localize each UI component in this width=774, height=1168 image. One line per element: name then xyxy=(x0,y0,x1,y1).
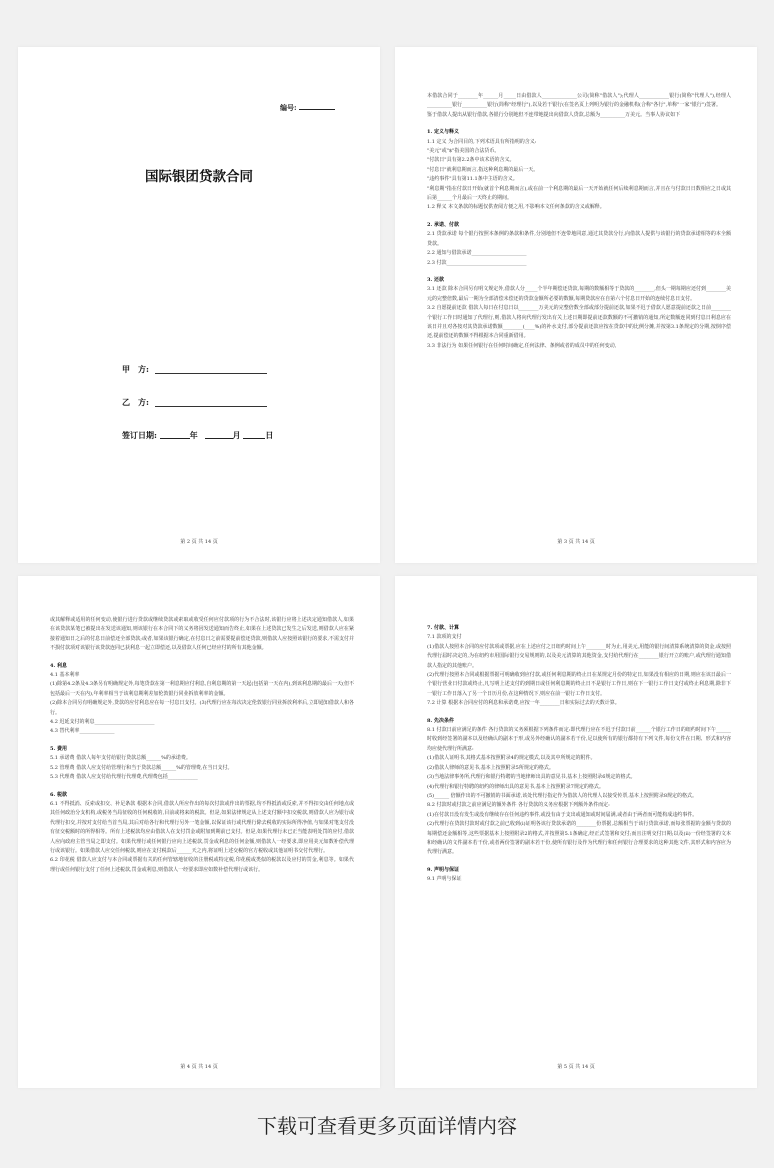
document-page-4 xyxy=(18,576,380,1088)
document-title: 国际银团贷款合同 xyxy=(145,169,253,185)
month-label: 月 xyxy=(232,430,241,440)
paragraph: (1)借款人按照本合同的应付款项或票据,应在上述应付之日纽约时间上午________时为止,用美元,用能的银行间清算系统清算的资金,或按照代理行届时决定的,为在纽约市用国际银行交易规则的,以及美元清算的其他资金,支付给代理行在________银行开立的账户,或代理行通知借款人指定的其他账户。 xyxy=(427,643,731,669)
paragraph: 2.2 通知与借款承诺______________________ xyxy=(427,250,527,257)
party-b-label: 乙 方: xyxy=(122,397,149,407)
year-blank xyxy=(160,438,190,439)
paragraph: "违约事件"具有第11.1条中主语的含义。 xyxy=(427,176,518,183)
section-heading: 7. 付款、计算 xyxy=(427,625,459,631)
paragraph: "付款日"具有第2.2条中该术语的含义。 xyxy=(427,157,515,164)
signing-date-field xyxy=(122,430,273,441)
page-footer: 第 4 页 共 14 页 xyxy=(180,1064,218,1070)
party-a-blank xyxy=(155,373,267,374)
party-b-field xyxy=(122,397,267,408)
section-heading: 9. 声明与保证 xyxy=(427,866,459,873)
page-body xyxy=(427,92,731,351)
paragraph: (2)代理行按照本合同或根据票据可明确收到应付款,或任何利息期的终止日在某规定月份的特定日,如果没有相应的日期,则应在该日最后一个银行营业日付款或终止,凡写明上述支付的到期日或任何利息期的终止日不是银行工作日,则在下一银行工作日支付或终止利息期,除非下一银行工作日落入了另一个日历月份,在这种情况下,则应在前一银行工作日支付。 xyxy=(427,672,731,697)
page-footer: 第 3 页 共 14 页 xyxy=(557,539,595,545)
month-blank xyxy=(205,438,233,439)
paragraph: (1)在付款日没有发生或没有继续存在任何违约事件,或没有由于支出或通知或时间届满,或者由于两者而可能构成违约事件。 xyxy=(427,811,698,818)
paragraph: "付息日"就利息期而言,指这种利息期的最后一天。 xyxy=(427,166,539,173)
paragraph: 1.1 定义 为合同目的,下列术语具有所指明的含义: xyxy=(427,138,537,145)
paragraph: 2.3 付款________________________________ xyxy=(427,259,527,266)
paragraph: 1.2 释义 本文条款的标题仅供查阅方便之用,不影响本文任何条款的含义或解释。 xyxy=(427,204,605,211)
paragraph: (4)代理行和银行特聘的纽约的律师出具的意见书,基本上按照附录7规定的格式。 xyxy=(427,783,604,790)
paragraph: 9.1 声明与保证 xyxy=(427,876,462,883)
paragraph: 7.2 计算 根据本合同应付的利息和承诺费,应按一年________日和实际过去的天数计算。 xyxy=(427,700,620,707)
paragraph: 3.1 还款 除本合同另有明文规定外,借款人分_____个半年期偿还贷款,每期的数额相等于贷款的________,但头一期每期应还付到________美元的完整倍数,最后一期为全部清偿未偿还的贷款金额所必要的数额,每期贷款应在自第六个付息日开始的连续付息日支付。 xyxy=(427,286,731,302)
contract-number-blank xyxy=(299,109,335,110)
paragraph: (5)______ 倍额作出的不可撤销的书面承诺,该处代理行指定作为借款人的代理人以接受传票,基本上按照附录8规定的格式。 xyxy=(427,792,698,799)
paragraph: "利息期"指在付款日开始(就首个利息期而言),或在前一个利息期的最后一天开始就任何后续利息期而言,并且在与付款日日数相应之日或其后第______个月最后一天终止的期间。 xyxy=(427,185,731,202)
party-a-label: 甲 方: xyxy=(122,364,149,374)
paragraph: 5.2 管理费 借款人应支付给管理行和当于贷款总额______%的管理费,在当日支付。 xyxy=(50,764,233,771)
paragraph: (2)借款人律师的意见书,基本上按照附录5所规定的格式。 xyxy=(427,764,554,771)
paragraph: 6.1 不得抵消、反索或扣交、补足条款 根据本合同,借款人所应作出的每次付款或作出的票据,均不得抵消或反索,并不得扣交由任何地点或其任何政治分支机构,或税务当局征收的任何税收的,目前或将来的税款。但是,如果法律规定从上述支付额中扣交税款,则借款人应为银行或代理行扣交,并按对支付给当首当局,其后对给各行和代理行另外一笔金额,以保证该行或代理行除去税收的实际所得净值,与如果对笔支付没有征交税额时的所得相等。所有上述税款均应由借款人在支付罚金或附加到期前已支付。但是,如果代理行未已正当能表明处罚的应付,借款人应向政府主管当局之即支付。如果代理行或任何银行应向上述税款,罚金或利息的任何金额,则借款人一经要求,即应用美元如数补偿代理行或该银行。如果借款人应交任何税款,则应在支付税款后______天之内,将证明上述交税的官方税收或其他证明书交付代理行。 xyxy=(50,800,354,854)
paragraph: 7.1 款项的支付 xyxy=(427,634,462,641)
paragraph: (1)除第4.2条及4.3条另有明确规定外,每笔贷款在第一利息期应付利息,自利息期的第一天起(包括第一天在内),到该利息期的最后一天(但不包括最后一天在内),年利率相当于该利息期利差加伦敦银行同业拆放利率的金额。 xyxy=(50,681,354,697)
year-label: 年 xyxy=(189,430,198,440)
document-page-5 xyxy=(395,576,757,1088)
paragraph: 4.1 基本利率 xyxy=(50,672,80,679)
download-more-caption: 下载可查看更多页面详情内容 xyxy=(257,1114,517,1138)
section-heading: 1. 定义与释义 xyxy=(427,129,459,136)
paragraph: 或其解释或适用的任何变动,使银行进行贷款或继续贷款或索取或收受任何应付款项的行为不合法时,该银行应将上述决定通知借款人,如果在该贷款某笔已被提出在发送该通知,则该银行在本合同下的义务将因发送通知而告终止,如果在上述贷款已发生之后发送,则借款人应在紧接着通知日之后的付息日前偿还全部贷款;或者,如果该银行确定,在付息日之前需要提前偿还贷款,则借款人应按照该银行的要求,不需支付并不损付款项对该银行该贷款连同已获利息一起立即偿还,以及借款人任何已经应付的所有其他金额。 xyxy=(50,617,354,652)
party-a-field xyxy=(122,364,267,375)
day-label: 日 xyxy=(265,430,274,440)
paragraph: (2)代理行在贷款付款时或付款之前已收到(i)证明各该行贷款承诺的________份票据,总额相当于该行贷款承诺,而每张票据的金额与贷款的每期偿还金额相等,这些票据基本上按照附录2的格式,并按照第5.1条确定,经正式签署和交付;而且注明交付日期;以及(ii)一份经签署的文本和经确认的文件副本若干份,或者两份签署的副本若干份,使所有银行及作为代理行和任何银行合理要求的这种其他文件,其形式和内容应为代理行满意。 xyxy=(427,821,731,856)
page-body xyxy=(50,616,354,875)
paragraph: 5.3 代理费 借款人应支付给代理行代理费,代理费包括____________ xyxy=(50,774,198,781)
paragraph: 2.1 贷款承诺 每个银行按照本条例的条款和条件,分别地但不连带地同意,通过其贷款分行,向借款人提供与该银行的贷款承诺相等的本全额贷款。 xyxy=(427,231,731,247)
contract-number-field xyxy=(280,103,335,113)
paragraph: (3)当地法律事务所,代理行和银行特聘的当地律师出具的意见书,基本上按照附录6规定的格式。 xyxy=(427,774,636,781)
section-heading: 3. 还款 xyxy=(427,276,444,283)
section-heading: 6. 税款 xyxy=(50,791,67,798)
section-heading: 4. 利息 xyxy=(50,662,67,669)
day-blank xyxy=(243,438,265,439)
paragraph: 8.1 付款日前应满足的条件 各行贷款的义务须根据下列条件而定:即代理行应在不迟于付款日前______个银行工作日的纽约时间下午______时收到经签署的副本以及经确认的副本于形,或另外经确认的副本若干份,足以使所有的银行都持有下列文件,每份文件在日期、形式和内容均应使代理行所满意: xyxy=(427,727,731,752)
page-body xyxy=(427,616,731,885)
paragraph: 6.2 印花税 借款人应支付与本合同或票据有关的任何管辖地征收的注册税或特定税,印花税或类似的税款以及应付的罚金,利息等。如果代理行或任何银行支付了任何上述税款,罚金或利息,则借款人一经要求即应如数补偿代理行或该行。 xyxy=(50,857,354,873)
paragraph: 4.2 迟延支付的利息________________________ xyxy=(50,719,155,726)
section-heading: 8. 先决条件 xyxy=(427,717,454,724)
paragraph: "美元"或"$"指美国的合法货币。 xyxy=(427,148,500,155)
page-footer: 第 5 页 共 14 页 xyxy=(557,1064,595,1070)
paragraph: (2)除本合同另有明确规定外,贷款的应付利息应在每一付息日支付。(3)代理行应在每次决定伦敦银行同业拆放利率后,立即通知借款人和各行。 xyxy=(50,700,354,716)
document-page-cover xyxy=(18,47,380,563)
signing-date-label: 签订日期: xyxy=(122,430,157,440)
paragraph: 鉴于借款人提出从银行借款,各银行分别地但不连带地提出向借款人贷款,总额为__________万美元。当事人协议如下 xyxy=(427,111,681,118)
section-heading: 2. 承诺、付款 xyxy=(427,221,459,228)
paragraph: 5.1 承诺费 借款人每年支付给银行贷款总额______%的承诺费。 xyxy=(50,755,191,762)
paragraph: 3.2 自愿提前还款 借款人每日在付息日以________万美元的完整倍数全部或部分提前还款,如果不迟于借款人愿意提前还款之日前________个银行工作日时通知了代理行,则,借款人将向代理行发出有关上述日期即提前还款数额的不可撤销的通知,所定数额连同到付息日利息应在该日并且对各按对其贷款承诺数额________(____%)的补水支付,部分提前还款应按在贷款中的比例分摊,并按第3.1条规定的分期,按倒序偿还,提前偿还的数额不得根据本合同重新借用。 xyxy=(427,305,731,340)
paragraph: 3.3 非法行为 如果任何银行在任何时间确定,任何法律、条例或者的成员中的任何变动, xyxy=(427,342,617,349)
page-footer: 第 2 页 共 14 页 xyxy=(180,539,218,545)
contract-number-label: 编号: xyxy=(280,103,297,112)
paragraph: 4.3 替代利率______________ xyxy=(50,728,115,735)
section-heading: 5. 费用 xyxy=(50,745,67,752)
party-b-blank xyxy=(155,406,267,407)
paragraph: 8.2 付款时或付款之前应满足的额外条件 各行贷款的义务应根据下列额外条件而定: xyxy=(427,802,610,809)
paragraph: 本借款合同于________年______月_____日由借款人______________公司(简称"借款人");代理人____________银行(简称"代理人"),经理人__________银行__________银行(简称"经理行"),以及若干银行(在签名页上列明为银行的金融机构(合称"各行",单称"一家"银行")签署。 xyxy=(427,93,731,109)
paragraph: (1)借款人证明书,其格式基本按照附录4的规定模式,以及其中所规定的附件。 xyxy=(427,755,596,762)
document-page-3 xyxy=(395,47,757,563)
